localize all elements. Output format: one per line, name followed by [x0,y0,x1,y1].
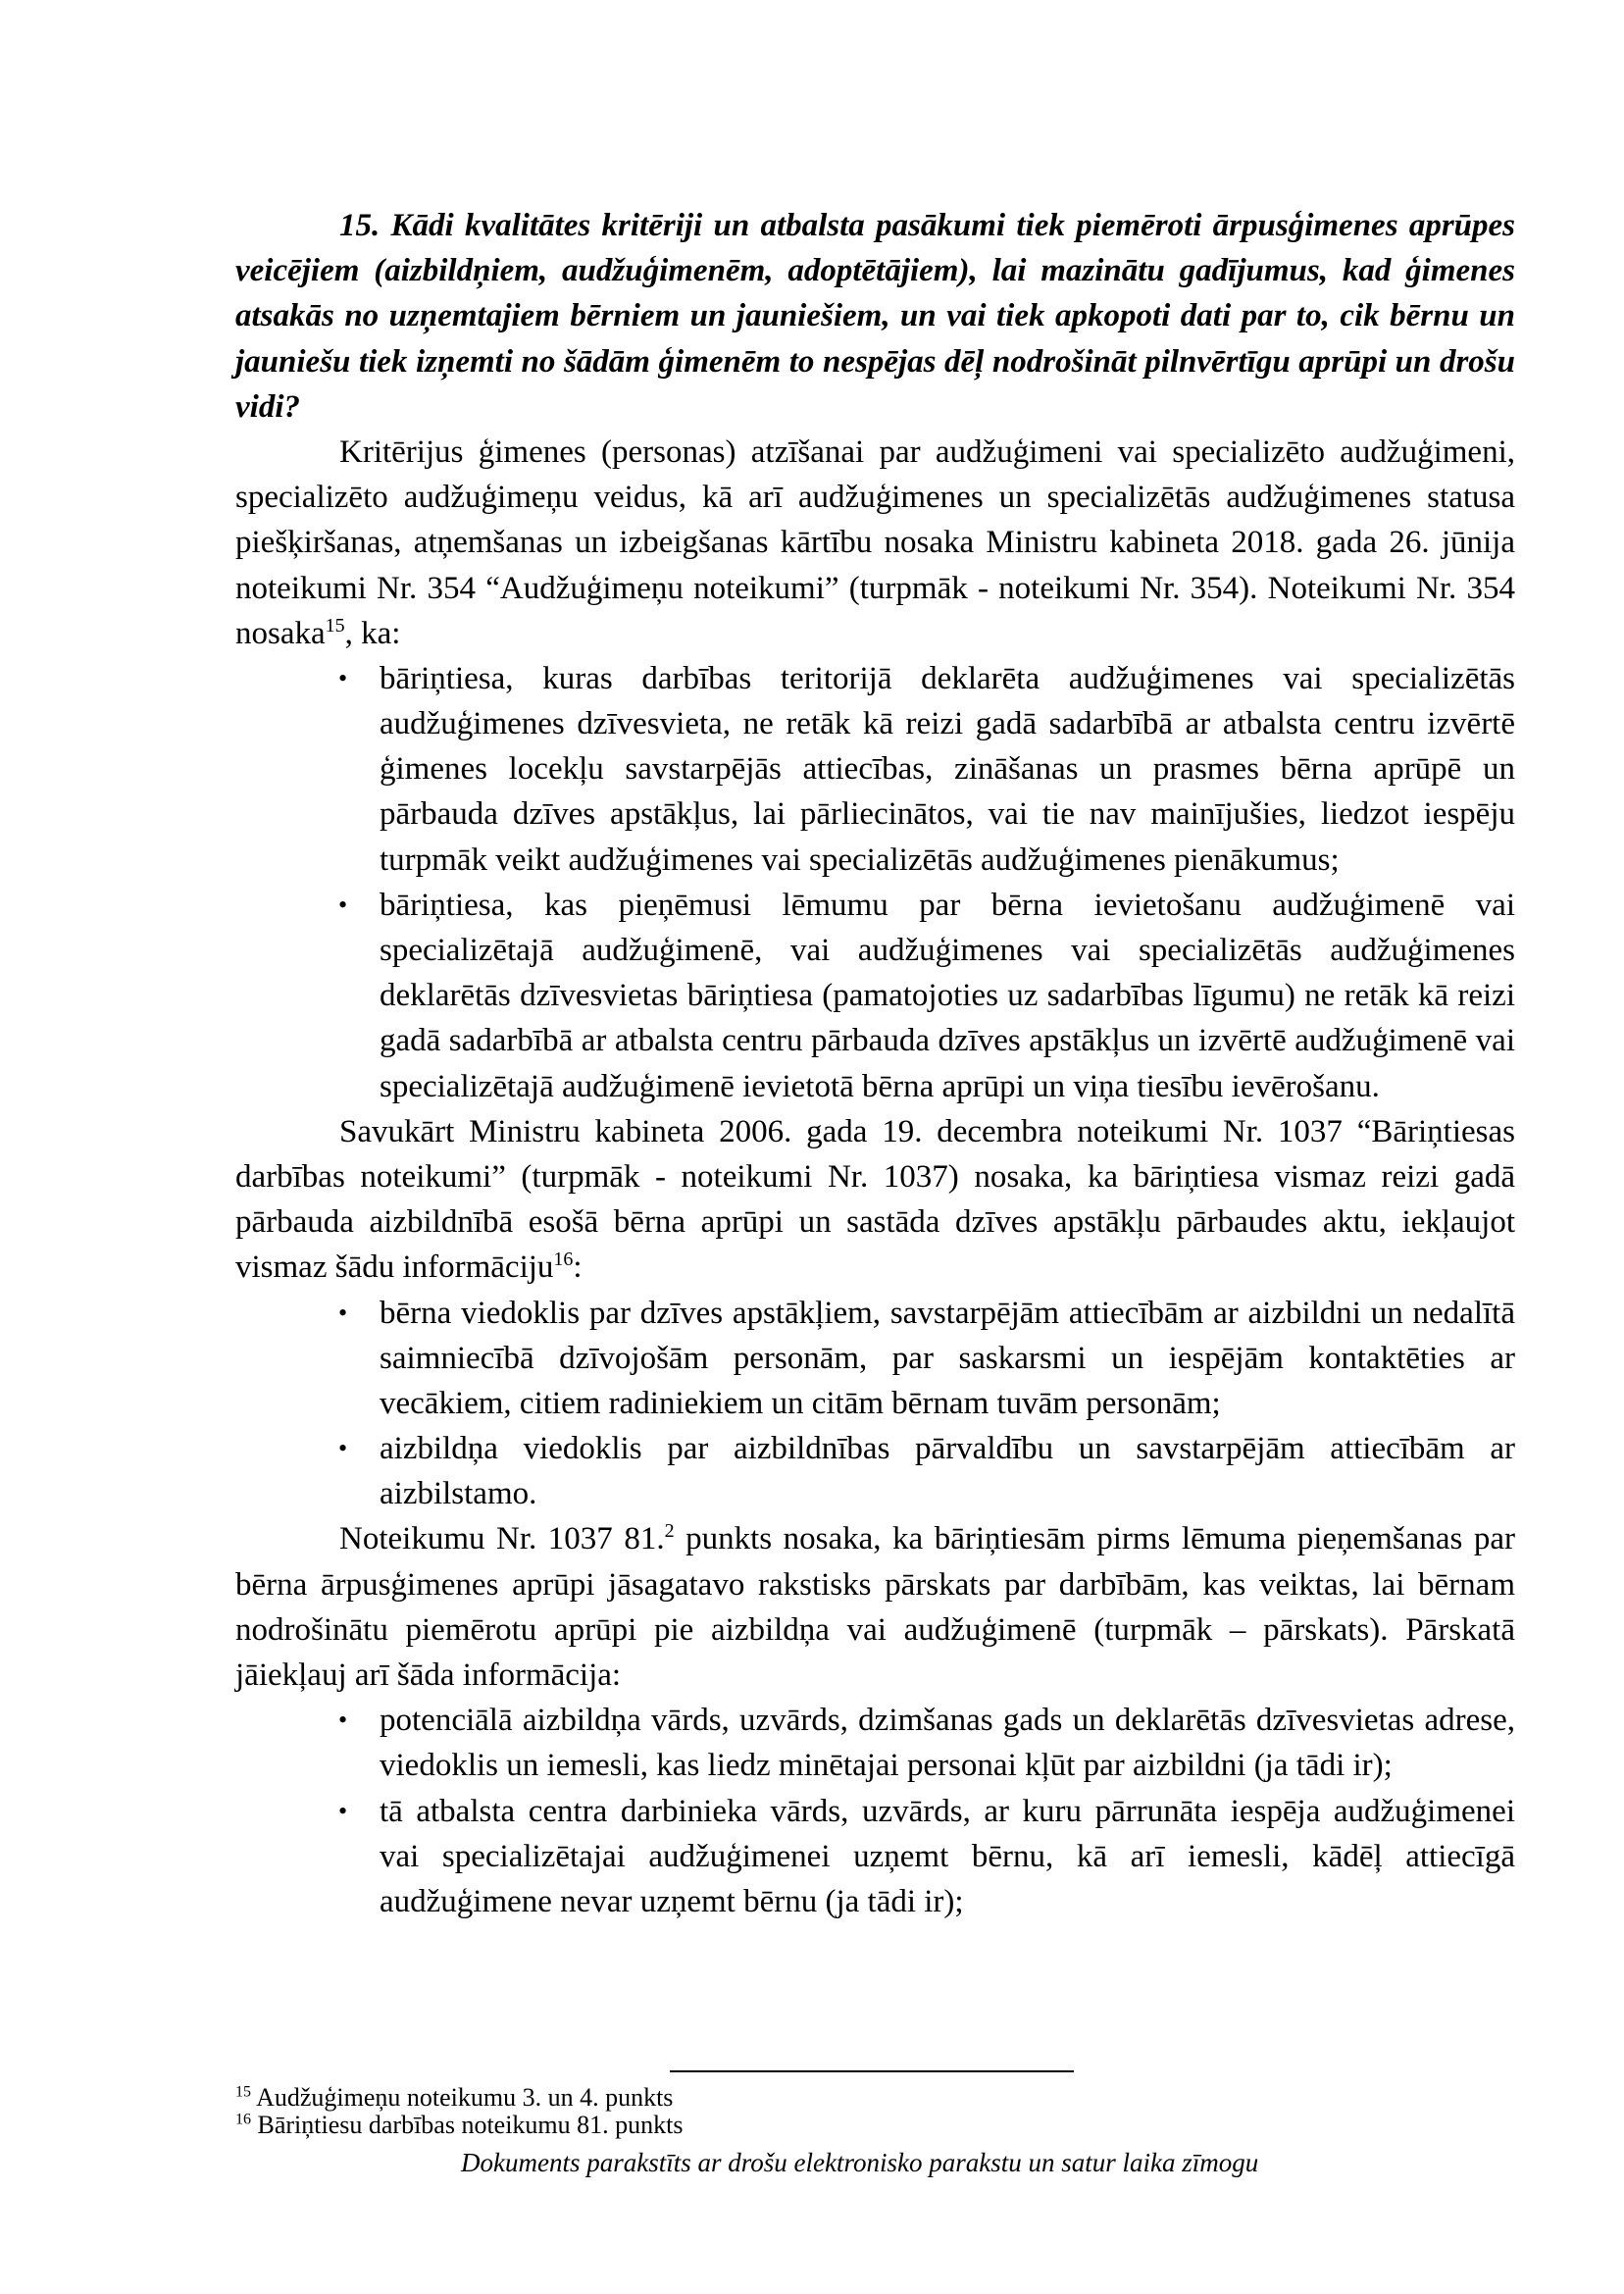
paragraph [235,1516,1515,1698]
document-body [235,203,1515,1924]
text-line: vecākiem, citiem radiniekiem un citām bērnam tuvām personām; [380,1385,1221,1421]
footnote-number: 15 [235,2083,251,2101]
text-line: darbības noteikumi” (turpmāk - noteikumi Nr. 1037) nosaka, ka bāriņtiesa vismaz reizi gadā [235,1158,1515,1195]
text-line: turpmāk veikt audžuģimenes vai specializētās audžuģimenes pienākumus; [380,841,1340,878]
text-line: piešķiršanas, atņemšanas un izbeigšanas kārtību nosaka Ministru kabineta 2018. gada 26. jūnija [235,525,1515,561]
text-line: Kritērijus ģimenes (personas) atzīšanai par audžuģimeni vai specializēto audžuģimeni, [339,433,1515,470]
text-line: deklarētās dzīvesvietas bāriņtiesa (pamatojoties uz sadarbības līgumu) ne retāk kā reizi [380,978,1515,1014]
text-line: gadā sadarbībā ar atbalsta centru pārbauda dzīves apstākļus un izvērtē audžuģimenē vai [380,1023,1515,1059]
bullet-item [235,1698,1515,1788]
footnote [235,2084,684,2112]
text-line: audžuģimene nevar uzņemt bērnu (ja tādi ir); [380,1883,964,1919]
line-text: punkts nosaka, ka bāriņtiesām pirms lēmuma pieņemšanas par [674,1521,1515,1557]
text-line: pārbauda dzīves apstākļus, lai pārliecinātos, vai tie nav mainījušies, liedzot iespēju [380,796,1515,833]
text-line: 15. Kādi kvalitātes kritēriji un atbalsta pasākumi tiek piemēroti ārpusģimenes aprūpes [339,208,1515,243]
question-heading [235,203,1515,430]
text-line [235,611,1515,656]
bullet-icon: • [338,1298,348,1327]
signature-notice: Dokuments parakstīts ar drošu elektronisko parakstu un satur laika zīmogu [461,2148,1259,2177]
text-line: specializēto audžuģimeņu veidus, kā arī audžuģimenes un specializētās audžuģimenes statusa [235,480,1515,516]
bullet-icon: • [338,1434,348,1463]
text-line: aizbildņa viedoklis par aizbildnības pārvaldību un savstarpējām attiecībām ar [380,1431,1515,1467]
paragraph [235,1109,1515,1291]
bullet-item [235,1789,1515,1925]
text-line: noteikumi Nr. 354 “Audžuģimeņu noteikumi” (turpmāk - noteikumi Nr. 354). Noteikumi Nr. 354 [235,570,1515,606]
text-line: specializētajā audžuģimenē ievietotā bērna aprūpi un viņa tiesību ievērošanu. [380,1068,1380,1104]
footnote-separator [670,2070,1074,2072]
text-line [235,1516,1515,1561]
bullet-item [235,656,1515,883]
footnotes [235,2084,684,2139]
footnote-reference: 16 [553,1249,574,1271]
bullet-icon: • [338,1706,348,1735]
text-line: saimniecībā dzīvojošām personām, par saskarsmi un iespējām kontaktēties ar [380,1340,1515,1376]
text-line: tā atbalsta centra darbinieka vārds, uzvārds, ar kuru pārrunāta iespēja audžuģimenei [380,1793,1515,1829]
text-line: audžuģimenes dzīvesvieta, ne retāk kā reizi gadā sadarbībā ar atbalsta centru izvērtē [380,706,1515,742]
text-line: jauniešu tiek izņemti no šādām ģimenēm to nespējas dēļ nodrošināt pilnvērtīgu aprūpi un drošu [235,343,1515,380]
text-line: bērna viedoklis par dzīves apstākļiem, savstarpējām attiecībām ar aizbildni un nedalītā [380,1295,1515,1331]
footnote-reference: 15 [325,614,345,637]
footnote-text: Bāriņtiesu darbības noteikumu 81. punkts [251,2111,684,2139]
footnote-number: 16 [235,2111,251,2128]
text-line: nodrošinātu piemērotu aprūpi pie aizbildņa vai audžuģimenē (turpmāk – pārskats). Pārskatā [235,1611,1515,1648]
text-line: bāriņtiesa, kuras darbības teritorijā deklarēta audžuģimenes vai specializētās [380,660,1515,696]
text-line: veicējiem (aizbildņiem, audžuģimenēm, adoptētājiem), lai mazinātu gadījumus, kad ģimenes [235,253,1515,289]
bullet-item [235,1426,1515,1516]
line-text: , ka: [344,615,401,651]
line-text: Noteikumu Nr. 1037 81. [339,1521,665,1557]
paragraph [235,430,1515,656]
footnote [235,2112,684,2139]
text-line: jāiekļauj arī šāda informācija: [235,1657,622,1693]
bullet-item [235,883,1515,1109]
footnote-text: Audžuģimeņu noteikumu 3. un 4. punkts [251,2083,674,2112]
bullet-item [235,1291,1515,1427]
footnote-reference: 2 [664,1520,675,1543]
text-line: Savukārt Ministru kabineta 2006. gada 19. decembra noteikumi Nr. 1037 “Bāriņtiesas [339,1113,1515,1149]
answer-text [235,430,1515,1924]
text-line: potenciālā aizbildņa vārds, uzvārds, dzimšanas gads un deklarētās dzīvesvietas adrese, [380,1703,1515,1739]
text-line [235,1245,1515,1290]
text-line: pārbauda aizbildnībā esošā bērna aprūpi un sastāda dzīves apstākļu pārbaudes aktu, iekļaujot [235,1204,1515,1241]
text-line: ģimenes locekļu savstarpējās attiecības, zināšanas un prasmes bērna aprūpē un [380,751,1515,788]
text-line: vai specializētajai audžuģimenei uzņemt bērnu, kā arī iemesli, kādēļ attiecīgā [380,1838,1515,1874]
text-line: specializētajā audžuģimenē, vai audžuģimenes vai specializētās audžuģimenes [380,933,1515,968]
bullet-icon: • [338,1796,348,1825]
line-text: nosaka [235,615,326,651]
bullet-icon: • [338,890,348,919]
text-line: aizbilstamo. [380,1476,537,1512]
text-line: atsakās no uzņemtajiem bērniem un jauniešiem, un vai tiek apkopoti dati par to, cik bērnu un [235,298,1515,334]
text-line: bērna ārpusģimenes aprūpi jāsagatavo rakstisks pārskats par darbībām, kas veiktas, lai bērnam [235,1566,1515,1603]
text-line: bāriņtiesa, kas pieņēmusi lēmumu par bērna ievietošanu audžuģimenē vai [380,887,1515,923]
text-line: vidi? [235,388,300,425]
line-text: : [573,1249,583,1286]
bullet-icon: • [338,663,348,692]
text-line: viedoklis un iemesli, kas liedz minētajai personai kļūt par aizbildni (ja tādi ir); [380,1748,1393,1784]
line-text: vismaz šādu informāciju [235,1249,554,1286]
